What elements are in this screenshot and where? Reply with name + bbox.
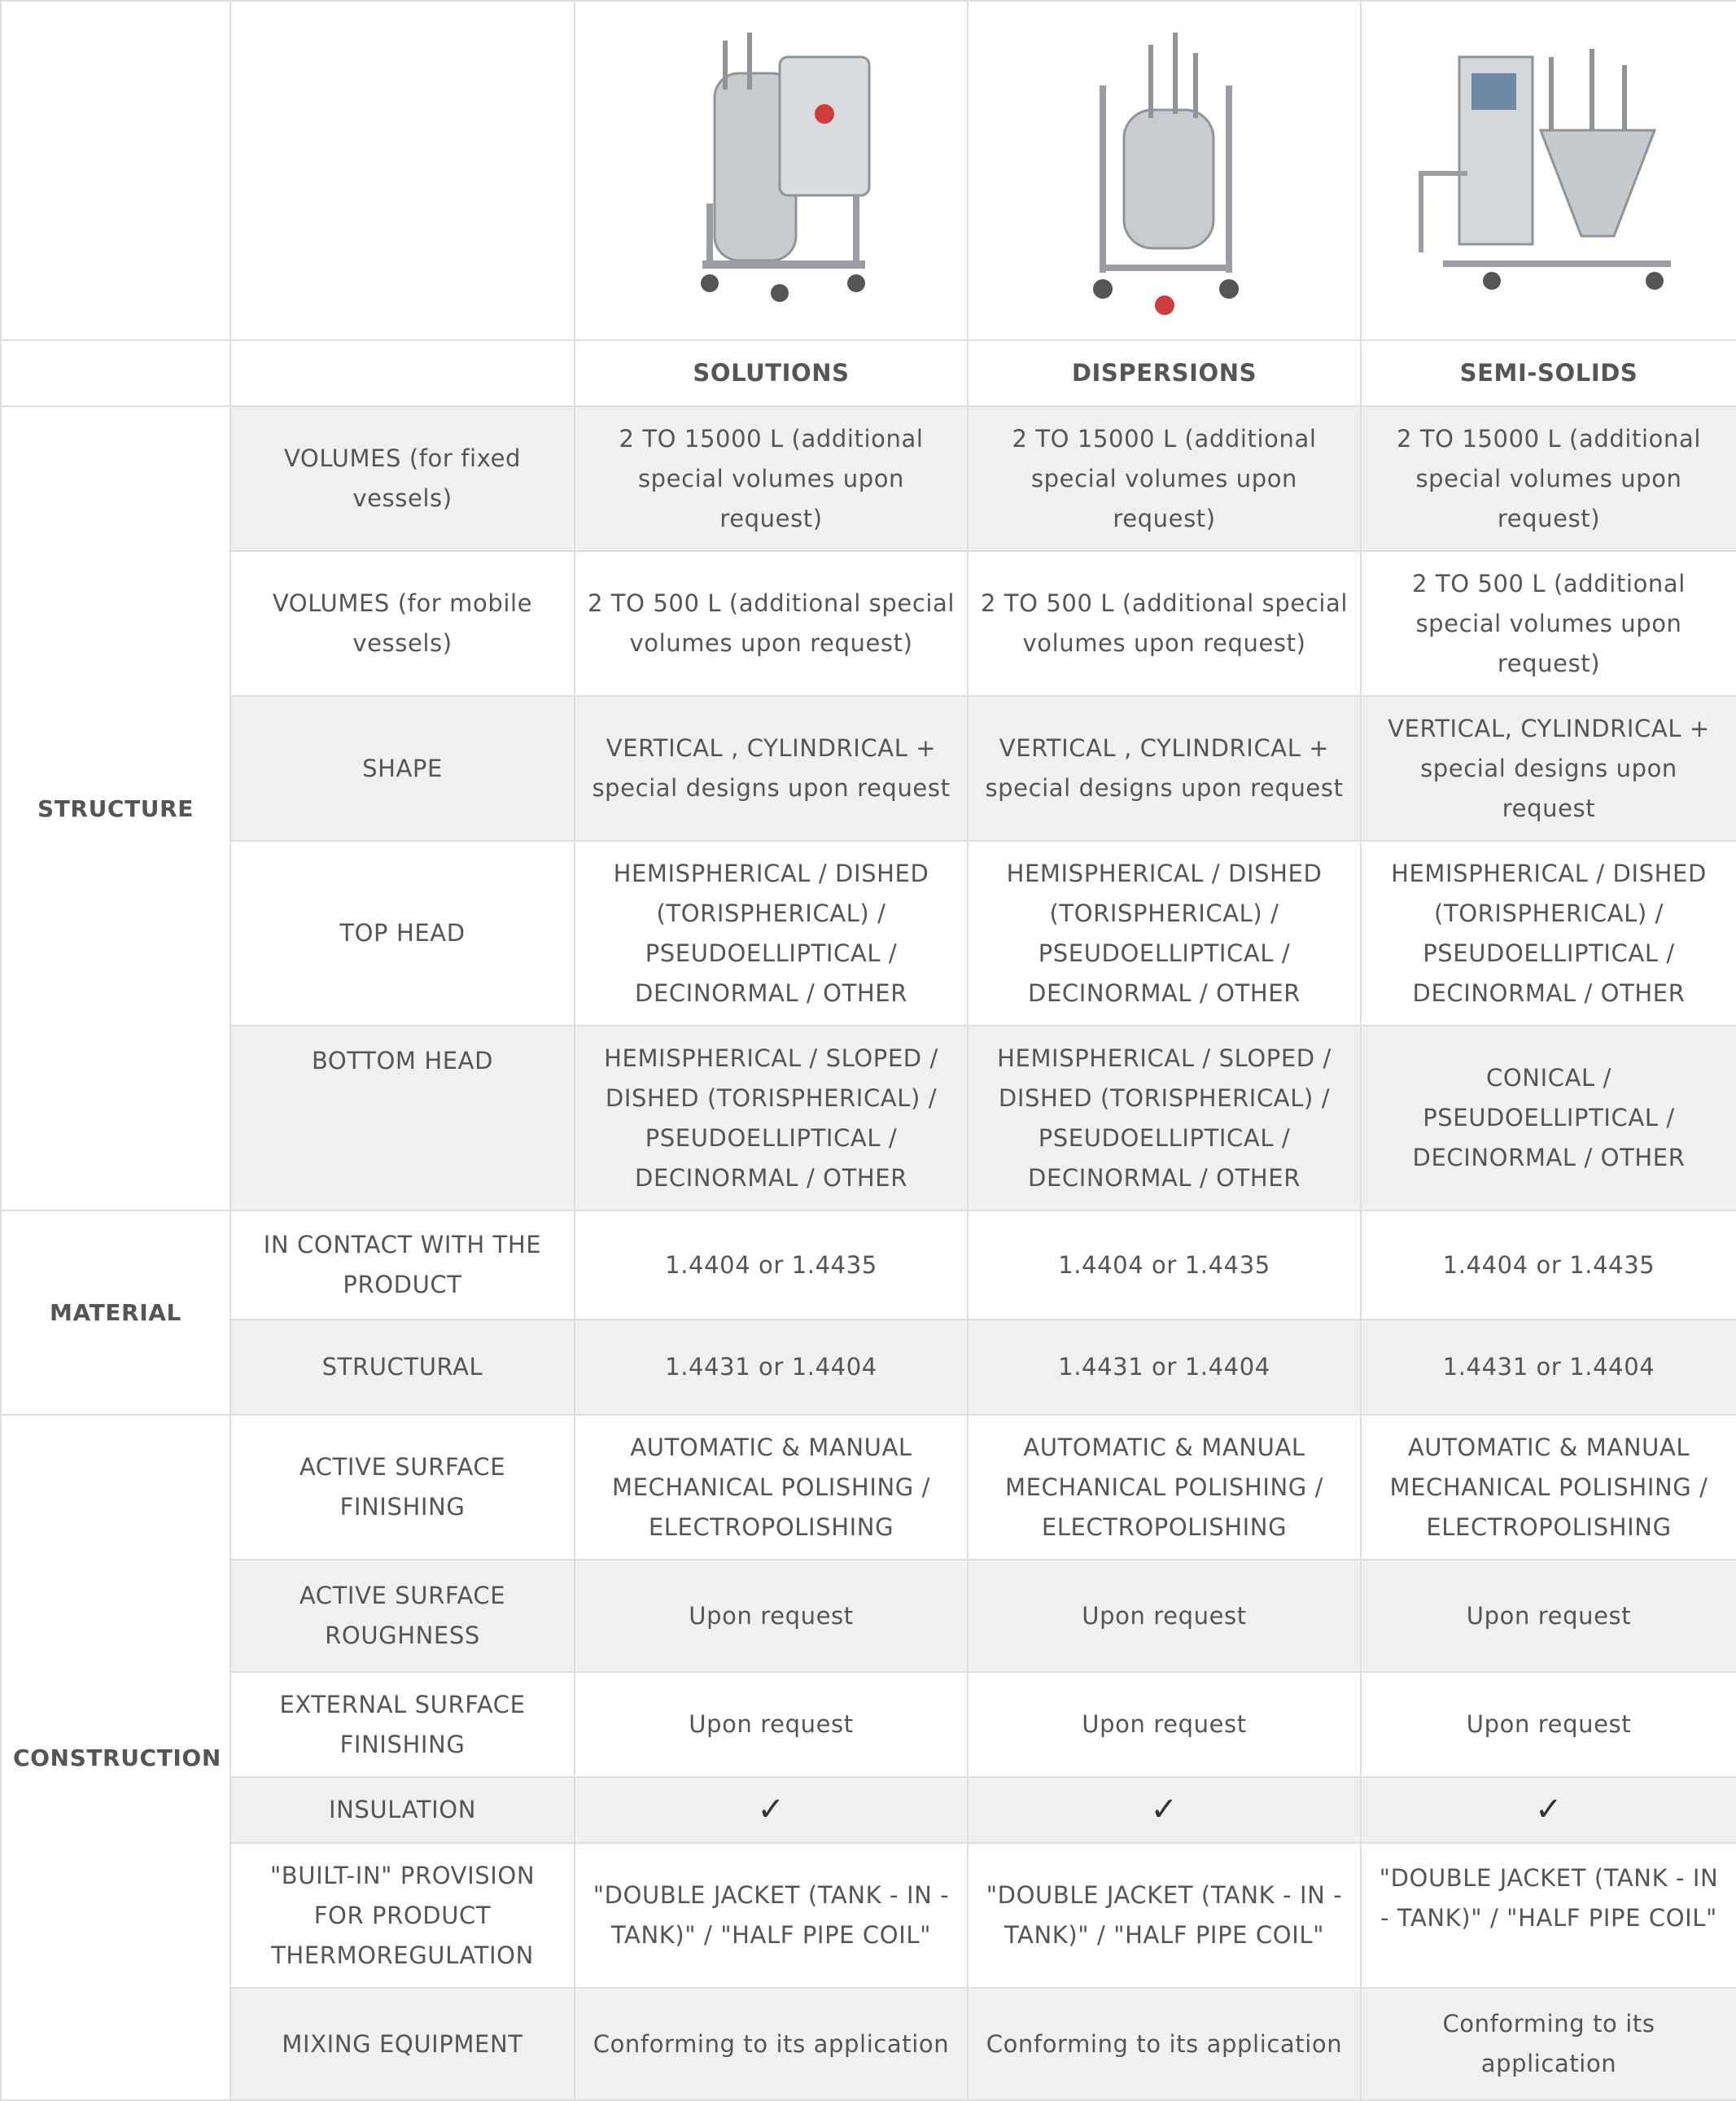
checkmark-icon: ✓ bbox=[1361, 1777, 1736, 1843]
row-label: BOTTOM HEAD bbox=[230, 1026, 575, 1210]
empty-cell bbox=[1, 340, 230, 406]
row-label: SHAPE bbox=[230, 696, 575, 841]
table-cell: Upon request bbox=[1361, 1672, 1736, 1777]
table-cell: HEMISPHERICAL / SLOPED / DISHED (TORISPHERICAL) / PSEUDOELLIPTICAL / DECINORMAL / OTHER bbox=[968, 1026, 1361, 1210]
table-cell: "DOUBLE JACKET (TANK - IN - TANK)" / "HALF PIPE COIL" bbox=[575, 1843, 968, 1988]
table-cell: VERTICAL, CYLINDRICAL + special designs upon request bbox=[1361, 696, 1736, 841]
table-cell: 1.4404 or 1.4435 bbox=[575, 1210, 968, 1320]
table-row bbox=[1, 551, 1736, 696]
checkmark-icon: ✓ bbox=[575, 1777, 968, 1843]
group-label-material: MATERIAL bbox=[1, 1210, 230, 1415]
table-cell: 1.4404 or 1.4435 bbox=[1361, 1210, 1736, 1320]
row-label: "BUILT-IN" PROVISION FOR PRODUCT THERMOREGULATION bbox=[230, 1843, 575, 1988]
table-row bbox=[1, 1988, 1736, 2100]
table-cell: VERTICAL , CYLINDRICAL + special designs upon request bbox=[968, 696, 1361, 841]
row-label: ACTIVE SURFACE ROUGHNESS bbox=[230, 1560, 575, 1672]
table-row bbox=[1, 1843, 1736, 1988]
column-header-semisolids: SEMI-SOLIDS bbox=[1361, 340, 1736, 406]
table-cell: Upon request bbox=[968, 1672, 1361, 1777]
row-label: VOLUMES (for mobile vessels) bbox=[230, 551, 575, 696]
table-cell: 1.4431 or 1.4404 bbox=[968, 1320, 1361, 1415]
table-cell: AUTOMATIC & MANUAL MECHANICAL POLISHING / ELECTROPOLISHING bbox=[575, 1415, 968, 1560]
row-label: MIXING EQUIPMENT bbox=[230, 1988, 575, 2100]
solutions-image-cell bbox=[575, 1, 968, 340]
table-cell: CONICAL / PSEUDOELLIPTICAL / DECINORMAL / OTHER bbox=[1361, 1026, 1736, 1210]
table-cell: 2 TO 15000 L (additional special volumes upon request) bbox=[575, 406, 968, 551]
row-label: INSULATION bbox=[230, 1777, 575, 1843]
table-cell: HEMISPHERICAL / DISHED (TORISPHERICAL) / PSEUDOELLIPTICAL / DECINORMAL / OTHER bbox=[968, 841, 1361, 1026]
table-cell: 2 TO 500 L (additional special volumes upon request) bbox=[1361, 551, 1736, 696]
checkmark-icon: ✓ bbox=[968, 1777, 1361, 1843]
empty-cell bbox=[230, 340, 575, 406]
group-label-structure: STRUCTURE bbox=[1, 406, 230, 1210]
row-label: EXTERNAL SURFACE FINISHING bbox=[230, 1672, 575, 1777]
table-cell: Upon request bbox=[968, 1560, 1361, 1672]
table-row bbox=[1, 1777, 1736, 1843]
table-cell: HEMISPHERICAL / DISHED (TORISPHERICAL) / PSEUDOELLIPTICAL / DECINORMAL / OTHER bbox=[1361, 841, 1736, 1026]
solutions-vessel-image bbox=[658, 24, 885, 317]
table-cell: HEMISPHERICAL / SLOPED / DISHED (TORISPHERICAL) / PSEUDOELLIPTICAL / DECINORMAL / OTHER bbox=[575, 1026, 968, 1210]
table-row bbox=[1, 1320, 1736, 1415]
table-row bbox=[1, 1415, 1736, 1560]
table-row bbox=[1, 841, 1736, 1026]
table-row bbox=[1, 1560, 1736, 1672]
dispersions-image-cell bbox=[968, 1, 1361, 340]
dispersions-vessel-image bbox=[1051, 20, 1279, 322]
row-label: VOLUMES (for fixed vessels) bbox=[230, 406, 575, 551]
table-cell: 2 TO 15000 L (additional special volumes upon request) bbox=[968, 406, 1361, 551]
table-cell: 2 TO 500 L (additional special volumes upon request) bbox=[968, 551, 1361, 696]
row-label: ACTIVE SURFACE FINISHING bbox=[230, 1415, 575, 1560]
table-row bbox=[1, 406, 1736, 551]
group-label-construction: CONSTRUCTION bbox=[1, 1415, 230, 2100]
semisolids-image-cell bbox=[1361, 1, 1736, 340]
row-label: IN CONTACT WITH THE PRODUCT bbox=[230, 1210, 575, 1320]
table-cell: AUTOMATIC & MANUAL MECHANICAL POLISHING / ELECTROPOLISHING bbox=[968, 1415, 1361, 1560]
column-header-row bbox=[1, 340, 1736, 406]
empty-cell bbox=[230, 1, 575, 340]
table-cell: 1.4431 or 1.4404 bbox=[575, 1320, 968, 1415]
table-cell: Upon request bbox=[575, 1560, 968, 1672]
table-cell: 2 TO 500 L (additional special volumes upon request) bbox=[575, 551, 968, 696]
table-cell: Upon request bbox=[575, 1672, 968, 1777]
column-header-dispersions: DISPERSIONS bbox=[968, 340, 1361, 406]
table-row bbox=[1, 1672, 1736, 1777]
table-cell: Upon request bbox=[1361, 1560, 1736, 1672]
table-cell: HEMISPHERICAL / DISHED (TORISPHERICAL) / PSEUDOELLIPTICAL / DECINORMAL / OTHER bbox=[575, 841, 968, 1026]
table-cell: 2 TO 15000 L (additional special volumes upon request) bbox=[1361, 406, 1736, 551]
row-label: STRUCTURAL bbox=[230, 1320, 575, 1415]
empty-cell bbox=[1, 1, 230, 340]
table-cell: Conforming to its application bbox=[1361, 1988, 1736, 2100]
table-cell: 1.4404 or 1.4435 bbox=[968, 1210, 1361, 1320]
image-row bbox=[1, 1, 1736, 340]
column-header-solutions: SOLUTIONS bbox=[575, 340, 968, 406]
table-cell: AUTOMATIC & MANUAL MECHANICAL POLISHING / ELECTROPOLISHING bbox=[1361, 1415, 1736, 1560]
row-label: TOP HEAD bbox=[230, 841, 575, 1026]
table-cell: VERTICAL , CYLINDRICAL + special designs upon request bbox=[575, 696, 968, 841]
table-cell: Conforming to its application bbox=[575, 1988, 968, 2100]
table-cell: "DOUBLE JACKET (TANK - IN - TANK)" / "HALF PIPE COIL" bbox=[1361, 1843, 1736, 1988]
table-row bbox=[1, 1210, 1736, 1320]
table-row bbox=[1, 696, 1736, 841]
semisolids-vessel-image bbox=[1410, 24, 1687, 317]
table-row bbox=[1, 1026, 1736, 1210]
table-cell: Conforming to its application bbox=[968, 1988, 1361, 2100]
table-cell: 1.4431 or 1.4404 bbox=[1361, 1320, 1736, 1415]
table-cell: "DOUBLE JACKET (TANK - IN - TANK)" / "HALF PIPE COIL" bbox=[968, 1843, 1361, 1988]
